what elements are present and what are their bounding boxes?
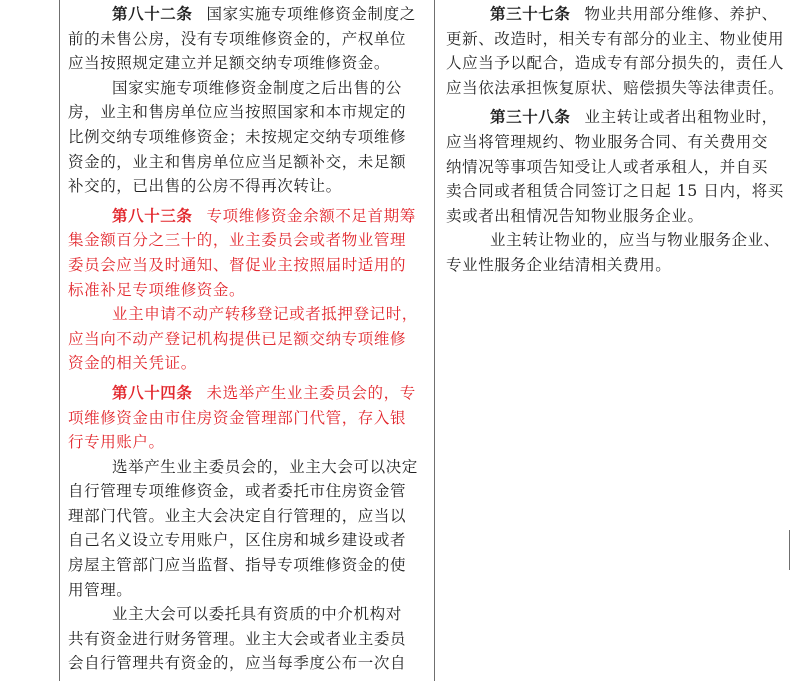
article-84-p2-line-2: 自行管理专项维修资金，或者委托市住房资金管 — [68, 482, 407, 501]
article-84-heading: 第八十四条 — [112, 382, 193, 402]
article-38-para-2 — [446, 228, 786, 277]
article-83-p1-line-2: 集金额百分之三十的，业主委员会或者物业管理 — [68, 231, 407, 250]
article-84-para-2 — [68, 455, 430, 603]
article-82-heading: 第八十二条 — [112, 4, 193, 23]
article-38-p2-line-1: 业主转让物业的，应当与物业服务企业、 — [490, 231, 780, 250]
article-82 — [68, 2, 430, 199]
article-82-p2-line-3: 比例交纳专项维修资金；未按规定交纳专项维修 — [68, 127, 407, 146]
article-84-p1-line-1: 未选举产生业主委员会的，专 — [206, 383, 416, 402]
article-37-p1-line-4: 应当依法承担恢复原状、赔偿损失等法律责任。 — [446, 78, 785, 97]
article-83-para-1 — [68, 204, 430, 302]
article-82-p2-line-4: 资金的，业主和售房单位应当足额补交，未足额 — [68, 152, 407, 171]
right-edge-line — [789, 530, 790, 570]
article-84-para-1 — [68, 381, 430, 455]
article-84-p3-line-3: 会自行管理共有资金的，应当每季度公布一次自 — [68, 654, 407, 673]
article-83 — [68, 204, 430, 376]
article-38-heading: 第三十八条 — [490, 107, 571, 127]
article-82-para-2 — [68, 76, 430, 199]
left-border-line — [59, 0, 60, 681]
article-83-p1-line-4: 标准补足专项维修资金。 — [68, 280, 246, 299]
article-38-p1-line-2: 应当将管理规约、物业服务合同、有关费用交 — [446, 132, 769, 151]
article-38-p2-line-2: 专业性服务企业结清相关费用。 — [446, 255, 672, 274]
article-84-p3-line-2: 共有资金进行财务管理。业主大会或者业主委员 — [68, 629, 407, 648]
article-84 — [68, 381, 430, 676]
article-84-p2-line-3: 理部门代管。业主大会决定自行管理的，应当以 — [68, 506, 407, 525]
article-83-p2-line-2: 应当向不动产登记机构提供已足额交纳专项维修 — [68, 329, 407, 348]
article-37 — [446, 2, 786, 100]
article-38-para-1 — [446, 105, 786, 228]
article-83-para-2 — [68, 302, 430, 376]
article-37-p1-line-1: 物业共用部分维修、养护、 — [584, 5, 778, 23]
article-82-para-1 — [68, 2, 430, 76]
article-38-p1-line-1: 业主转让或者出租物业时， — [584, 108, 778, 127]
article-37-heading: 第三十七条 — [490, 4, 571, 23]
article-82-p1-line-2: 前的未售公房，没有专项维修资金的，产权单位 — [68, 29, 407, 48]
article-37-para-1 — [446, 2, 786, 100]
article-82-p2-line-5: 补交的，已出售的公房不得再次转让。 — [68, 177, 342, 196]
article-83-heading: 第八十三条 — [112, 205, 193, 225]
article-84-p3-line-1: 业主大会可以委托具有资质的中介机构对 — [112, 605, 402, 624]
article-83-p1-line-3: 委员会应当及时通知、督促业主按照届时适用的 — [68, 255, 407, 274]
article-38-p1-line-5: 卖或者出租情况告知物业服务企业。 — [446, 206, 704, 225]
article-83-p2-line-1: 业主申请不动产转移登记或者抵押登记时， — [112, 305, 418, 324]
article-84-p2-line-4: 自己名义设立专用账户，区住房和城乡建设或者 — [68, 531, 407, 550]
article-82-p2-line-1: 国家实施专项维修资金制度之后出售的公 — [112, 78, 402, 97]
article-83-p1-line-1: 专项维修资金余额不足首期筹 — [206, 206, 416, 225]
left-column — [68, 2, 430, 676]
article-84-p1-line-3: 行专用账户。 — [68, 433, 165, 452]
article-84-p2-line-6: 用管理。 — [68, 580, 133, 599]
article-82-p1-line-1: 国家实施专项维修资金制度之 — [206, 5, 416, 23]
article-82-p1-line-3: 应当按照规定建立并足额交纳专项维修资金。 — [68, 54, 391, 73]
article-83-p2-line-3: 资金的相关凭证。 — [68, 354, 197, 373]
article-82-p2-line-2: 房，业主和售房单位应当按照国家和本市规定的 — [68, 103, 407, 122]
column-divider-line — [434, 0, 435, 681]
article-84-p2-line-1: 选举产生业主委员会的，业主大会可以决定 — [112, 457, 418, 476]
article-84-p2-line-5: 房屋主管部门应当监督、指导专项维修资金的使 — [68, 556, 407, 575]
article-37-p1-line-2: 更新、改造时，相关专有部分的业主、物业使用 — [446, 29, 785, 48]
article-38 — [446, 105, 786, 277]
article-84-para-3 — [68, 602, 430, 676]
article-38-p1-line-3: 纳情况等事项告知受让人或者承租人，并自买 — [446, 157, 769, 176]
article-38-p1-line-4: 卖合同或者租赁合同签订之日起 15 日内，将买 — [446, 182, 784, 201]
article-37-p1-line-3: 人应当予以配合，造成专有部分损失的，责任人 — [446, 54, 785, 73]
right-column — [446, 2, 786, 278]
article-84-p1-line-2: 项维修资金由市住房资金管理部门代管，存入银 — [68, 408, 407, 427]
